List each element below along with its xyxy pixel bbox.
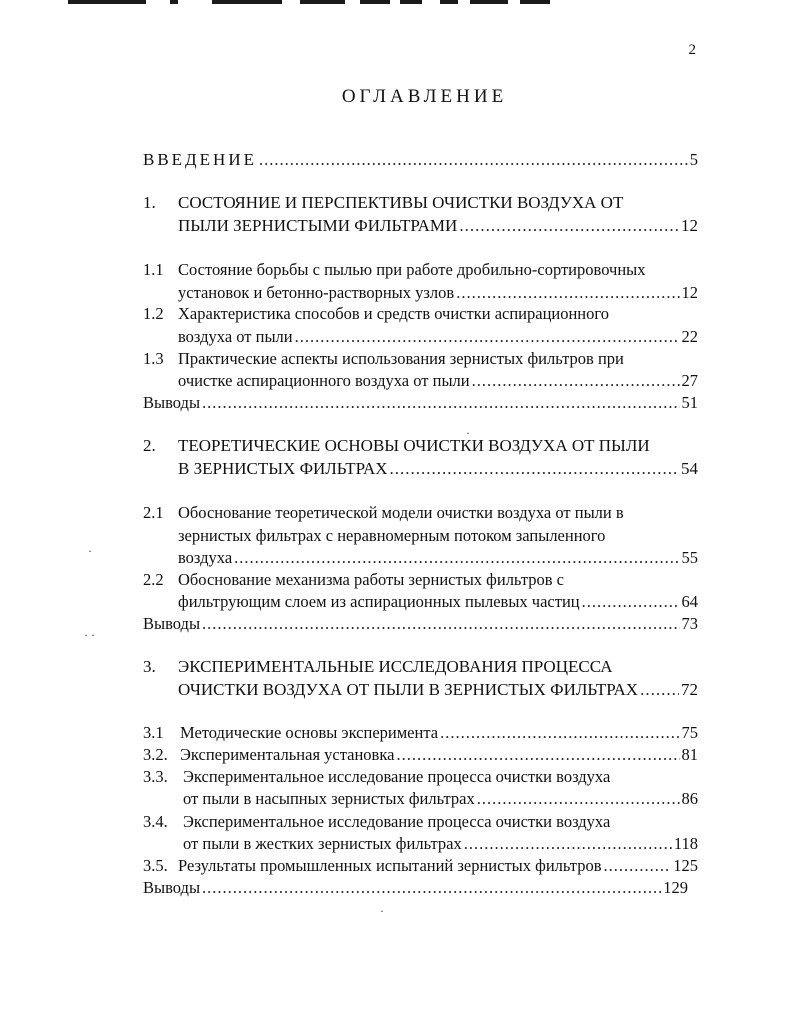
toc-chapter-heading[interactable] bbox=[143, 680, 698, 700]
dot-leader bbox=[396, 745, 679, 765]
dot-leader bbox=[456, 283, 679, 303]
toc-section[interactable] bbox=[143, 503, 698, 523]
dot-leader bbox=[472, 371, 680, 391]
toc-page-number: 12 bbox=[681, 283, 698, 302]
toc-section[interactable] bbox=[143, 327, 698, 347]
toc-page-number: 55 bbox=[681, 548, 698, 567]
dot-leader bbox=[234, 548, 679, 568]
toc-section[interactable] bbox=[143, 592, 698, 612]
toc-page-number: 64 bbox=[681, 592, 698, 611]
toc-conclusions-label: Выводы bbox=[143, 878, 201, 897]
toc-page-number: 73 bbox=[681, 614, 698, 633]
toc-section-number: 1.2 bbox=[143, 304, 164, 323]
toc-section[interactable] bbox=[143, 812, 698, 832]
toc-chapter-number: 3. bbox=[143, 657, 156, 676]
toc-section-title: воздуха от пыли bbox=[178, 327, 293, 346]
toc-section-number: 3.2. bbox=[143, 745, 168, 764]
toc-page-number: 75 bbox=[681, 723, 698, 742]
toc-chapter-number: 2. bbox=[143, 436, 156, 455]
toc-conclusions[interactable] bbox=[143, 614, 698, 634]
toc-conclusions-label: Выводы bbox=[143, 393, 201, 412]
scan-artifact bbox=[68, 0, 146, 4]
toc-section[interactable] bbox=[143, 834, 698, 854]
toc-section[interactable] bbox=[143, 767, 698, 787]
toc-chapter-title: ТЕОРЕТИЧЕСКИЕ ОСНОВЫ ОЧИСТКИ ВОЗДУХА ОТ ПЫЛИ bbox=[178, 436, 650, 455]
scan-artifact bbox=[300, 0, 345, 4]
scan-artifact bbox=[520, 0, 550, 4]
toc-section-number: 2.1 bbox=[143, 503, 164, 522]
toc-page-number: 5 bbox=[689, 150, 698, 169]
toc-section[interactable] bbox=[143, 856, 698, 876]
toc-section[interactable] bbox=[143, 526, 698, 546]
toc-section[interactable] bbox=[143, 260, 698, 280]
scan-artifact bbox=[212, 0, 282, 4]
scan-speck: · · bbox=[84, 628, 95, 642]
dot-leader bbox=[259, 150, 688, 170]
scan-speck: · bbox=[466, 426, 470, 440]
scan-artifact bbox=[440, 0, 458, 4]
toc-page-number: 81 bbox=[681, 745, 698, 764]
toc-page-number: 22 bbox=[681, 327, 698, 346]
toc-section[interactable] bbox=[143, 304, 698, 324]
toc-section-title: Методические основы эксперимента bbox=[180, 723, 439, 742]
toc-chapter-title: ПЫЛИ ЗЕРНИСТЫМИ ФИЛЬТРАМИ bbox=[178, 216, 458, 235]
dot-leader bbox=[440, 723, 679, 743]
toc-conclusions[interactable] bbox=[143, 878, 688, 898]
toc-section[interactable] bbox=[143, 349, 698, 369]
toc-section-title: от пыли в насыпных зернистых фильтрах bbox=[183, 789, 475, 808]
dot-leader bbox=[202, 393, 679, 413]
toc-section[interactable] bbox=[143, 371, 698, 391]
toc-chapter-heading[interactable] bbox=[143, 657, 698, 677]
toc-page-number: 125 bbox=[673, 856, 698, 875]
toc-section-number: 3.1 bbox=[143, 723, 164, 742]
toc-section-title: Обоснование теоретической модели очистки воздуха от пыли в bbox=[178, 503, 624, 522]
toc-page-number: 72 bbox=[681, 680, 698, 699]
toc-page-number: 27 bbox=[681, 371, 698, 390]
toc-page-number: 129 bbox=[663, 878, 688, 897]
toc-chapter-heading[interactable] bbox=[143, 193, 698, 213]
dot-leader bbox=[202, 614, 679, 634]
toc-section-title: зернистых фильтрах с неравномерным потоком запыленного bbox=[178, 526, 606, 545]
toc-section[interactable] bbox=[143, 745, 698, 765]
toc-section-title: фильтрующим слоем из аспирационных пылевых частиц bbox=[178, 592, 580, 611]
toc-page-number: 54 bbox=[681, 459, 698, 478]
toc-page-number: 118 bbox=[673, 834, 698, 853]
scan-speck: · bbox=[380, 904, 384, 918]
dot-leader bbox=[640, 680, 679, 700]
scan-artifact bbox=[470, 0, 508, 4]
toc-section[interactable] bbox=[143, 570, 698, 590]
toc-section[interactable] bbox=[143, 283, 698, 303]
toc-section-title: очистке аспирационного воздуха от пыли bbox=[178, 371, 470, 390]
toc-section[interactable] bbox=[143, 723, 698, 743]
toc-section-title: Результаты промышленных испытаний зернистых фильтров bbox=[178, 856, 602, 875]
dot-leader bbox=[604, 856, 672, 876]
dot-leader bbox=[459, 216, 679, 236]
toc-section-number: 3.3. bbox=[143, 767, 168, 786]
toc-page-number: 51 bbox=[681, 393, 698, 412]
toc-section-title: Характеристика способов и средств очистки аспирационного bbox=[178, 304, 609, 323]
dot-leader bbox=[464, 834, 672, 854]
toc-section-title: Практические аспекты использования зернистых фильтров при bbox=[178, 349, 624, 368]
scan-artifact bbox=[170, 0, 178, 4]
toc-section-number: 3.5. bbox=[143, 856, 168, 875]
toc-chapter-heading[interactable] bbox=[143, 436, 698, 456]
toc-intro[interactable] bbox=[143, 150, 698, 170]
toc-page-number: 12 bbox=[681, 216, 698, 235]
toc-section-title: от пыли в жестких зернистых фильтрах bbox=[183, 834, 462, 853]
scan-artifact bbox=[400, 0, 422, 4]
toc-section-title: Состояние борьбы с пылью при работе дробильно-сортировочных bbox=[178, 260, 646, 279]
toc-section-title: Экспериментальное исследование процесса очистки воздуха bbox=[183, 812, 611, 831]
toc-intro-label: ВВЕДЕНИЕ bbox=[143, 150, 257, 169]
toc-section-title: установок и бетонно-растворных узлов bbox=[178, 283, 455, 302]
toc-section-title: Обоснование механизма работы зернистых фильтров с bbox=[178, 570, 564, 589]
dot-leader bbox=[390, 459, 679, 479]
dot-leader bbox=[295, 327, 680, 347]
toc-chapter-title: В ЗЕРНИСТЫХ ФИЛЬТРАХ bbox=[178, 459, 388, 478]
toc-chapter-title: ОЧИСТКИ ВОЗДУХА ОТ ПЫЛИ В ЗЕРНИСТЫХ ФИЛЬТРАХ bbox=[178, 680, 639, 699]
dot-leader bbox=[202, 878, 661, 898]
toc-chapter-heading[interactable] bbox=[143, 459, 698, 479]
dot-leader bbox=[582, 592, 680, 612]
toc-section-title: воздуха bbox=[178, 548, 233, 567]
toc-page-number: 86 bbox=[681, 789, 698, 808]
scan-speck: · bbox=[88, 544, 92, 558]
toc-section-number: 3.4. bbox=[143, 812, 168, 831]
scan-artifact bbox=[360, 0, 390, 4]
toc-conclusions-label: Выводы bbox=[143, 614, 201, 633]
toc-section[interactable] bbox=[143, 548, 698, 568]
toc-section-number: 1.1 bbox=[143, 260, 164, 279]
toc-chapter-title: ЭКСПЕРИМЕНТАЛЬНЫЕ ИССЛЕДОВАНИЯ ПРОЦЕССА bbox=[178, 657, 613, 676]
toc-section-title: Экспериментальная установка bbox=[180, 745, 395, 764]
toc-section[interactable] bbox=[143, 789, 698, 809]
toc-conclusions[interactable] bbox=[143, 393, 698, 413]
toc-section-title: Экспериментальное исследование процесса очистки воздуха bbox=[183, 767, 611, 786]
toc-section-number: 1.3 bbox=[143, 349, 164, 368]
toc-chapter-number: 1. bbox=[143, 193, 156, 212]
toc-section-number: 2.2 bbox=[143, 570, 164, 589]
toc-chapter-title: СОСТОЯНИЕ И ПЕРСПЕКТИВЫ ОЧИСТКИ ВОЗДУХА ОТ bbox=[178, 193, 624, 212]
page-number: 2 bbox=[688, 42, 696, 58]
toc-chapter-heading[interactable] bbox=[143, 216, 698, 236]
toc-title: ОГЛАВЛЕНИЕ bbox=[341, 86, 508, 107]
dot-leader bbox=[477, 789, 680, 809]
